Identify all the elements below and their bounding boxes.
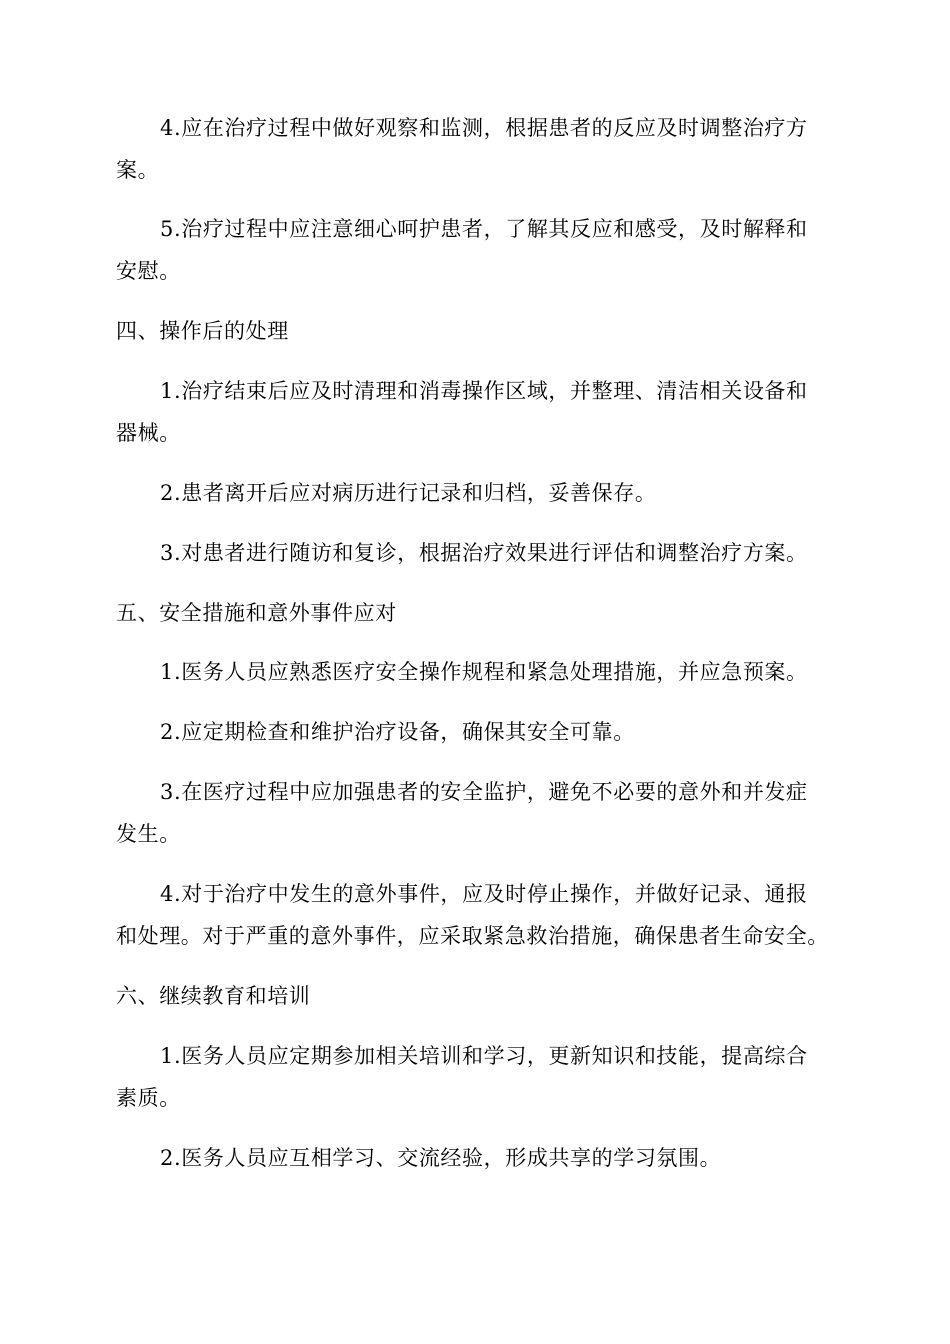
safety-item-4-line-2: 和处理。对于严重的意外事件，应采取紧急救治措施，确保患者生命安全。 bbox=[116, 924, 829, 948]
safety-item-4-line-1: 4.对于治疗中发生的意外事件，应及时停止操作，并做好记录、通报 bbox=[160, 882, 808, 906]
training-item-1-line-1: 1.医务人员应定期参加相关培训和学习，更新知识和技能，提高综合 bbox=[160, 1044, 808, 1068]
post-op-item-1-line-1: 1.治疗结束后应及时清理和消毒操作区域，并整理、清洁相关设备和 bbox=[160, 379, 808, 403]
post-op-item-3: 3.对患者进行随访和复诊，根据治疗效果进行评估和调整治疗方案。 bbox=[160, 541, 808, 565]
training-item-2: 2.医务人员应互相学习、交流经验，形成共享的学习氛围。 bbox=[160, 1146, 722, 1170]
training-item-1-line-2: 素质。 bbox=[116, 1086, 181, 1110]
safety-item-3-line-1: 3.在医疗过程中应加强患者的安全监护，避免不必要的意外和并发症 bbox=[160, 780, 808, 804]
safety-item-1: 1.医务人员应熟悉医疗安全操作规程和紧急处理措施，并应急预案。 bbox=[160, 660, 808, 684]
section-heading-post-operation: 四、操作后的处理 bbox=[116, 319, 289, 343]
safety-item-2: 2.应定期检查和维护治疗设备，确保其安全可靠。 bbox=[160, 720, 635, 744]
item-4-line-1: 4.应在治疗过程中做好观察和监测，根据患者的反应及时调整治疗方 bbox=[160, 116, 808, 140]
item-5-line-2: 安慰。 bbox=[116, 259, 181, 283]
item-5-line-1: 5.治疗过程中应注意细心呵护患者，了解其反应和感受，及时解释和 bbox=[160, 217, 808, 241]
post-op-item-1-line-2: 器械。 bbox=[116, 421, 181, 445]
section-heading-safety: 五、安全措施和意外事件应对 bbox=[116, 601, 397, 625]
item-4-line-2: 案。 bbox=[116, 158, 160, 182]
safety-item-3-line-2: 发生。 bbox=[116, 822, 181, 846]
section-heading-training: 六、继续教育和培训 bbox=[116, 984, 311, 1008]
post-op-item-2: 2.患者离开后应对病历进行记录和归档，妥善保存。 bbox=[160, 481, 657, 505]
